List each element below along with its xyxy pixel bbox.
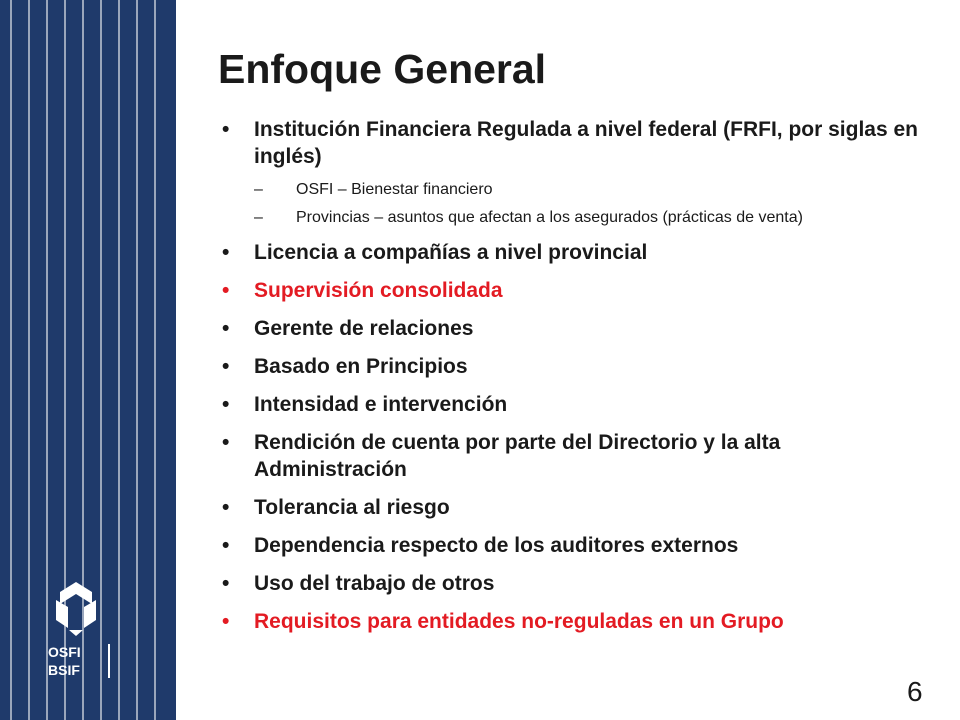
bullet-marker: • — [222, 534, 230, 557]
bullet-marker: • — [222, 496, 230, 519]
bullet-item — [218, 532, 938, 559]
sidebar-stripe — [10, 0, 12, 720]
bullet-marker: • — [222, 355, 230, 378]
osfi-house-icon — [42, 578, 122, 638]
dash-marker: – — [254, 209, 263, 226]
bullet-text: Rendición de cuenta por parte del Directorio y la alta Administración — [254, 431, 781, 481]
bullet-marker: • — [222, 118, 230, 141]
bullet-text: Intensidad e intervención — [254, 393, 508, 416]
sub-bullet-text: Provincias – asuntos que afectan a los asegurados (prácticas de venta) — [296, 209, 803, 226]
bullet-marker: • — [222, 279, 230, 302]
bullet-item — [218, 239, 938, 266]
bullet-item — [218, 315, 938, 342]
bullet-item — [218, 391, 938, 418]
bullet-text: Basado en Principios — [254, 355, 468, 378]
sub-bullet-text: OSFI – Bienestar financiero — [296, 181, 493, 198]
bullet-text: Uso del trabajo de otros — [254, 572, 495, 595]
bullet-item — [218, 353, 938, 380]
bullet-marker: • — [222, 393, 230, 416]
bullet-text: Supervisión consolidada — [254, 279, 503, 302]
bullet-marker: • — [222, 317, 230, 340]
sub-bullet-item — [254, 207, 938, 228]
logo-divider — [108, 644, 110, 678]
bullet-text: Institución Financiera Regulada a nivel federal (FRFI, por siglas en inglés) — [254, 118, 918, 168]
bullet-text: Requisitos para entidades no-reguladas en un Grupo — [254, 610, 784, 633]
sidebar-stripe — [28, 0, 30, 720]
slide-title: Enfoque General — [218, 46, 547, 92]
page-number: 6 — [907, 676, 923, 707]
bullet-text: Licencia a compañías a nivel provincial — [254, 241, 648, 264]
bullet-item — [218, 429, 938, 483]
bullet-marker: • — [222, 572, 230, 595]
bullet-item — [218, 116, 938, 228]
bullet-list — [218, 116, 938, 646]
bullet-text: Tolerancia al riesgo — [254, 496, 450, 519]
sidebar — [0, 0, 176, 720]
sub-bullet-item — [254, 179, 938, 200]
bullet-marker: • — [222, 610, 230, 633]
sidebar-stripe — [154, 0, 156, 720]
logo-text-bsif: BSIF — [48, 662, 80, 678]
bullet-text: Dependencia respecto de los auditores externos — [254, 534, 739, 557]
bullet-marker: • — [222, 241, 230, 264]
osfi-logo — [48, 578, 128, 688]
bullet-item-highlighted — [218, 608, 938, 635]
dash-marker: – — [254, 181, 263, 198]
logo-text-osfi: OSFI — [48, 644, 81, 660]
sub-bullet-list — [254, 179, 938, 228]
bullet-item — [218, 494, 938, 521]
bullet-item-highlighted — [218, 277, 938, 304]
bullet-text: Gerente de relaciones — [254, 317, 474, 340]
bullet-item — [218, 570, 938, 597]
bullet-marker: • — [222, 431, 230, 454]
sidebar-stripe — [136, 0, 138, 720]
